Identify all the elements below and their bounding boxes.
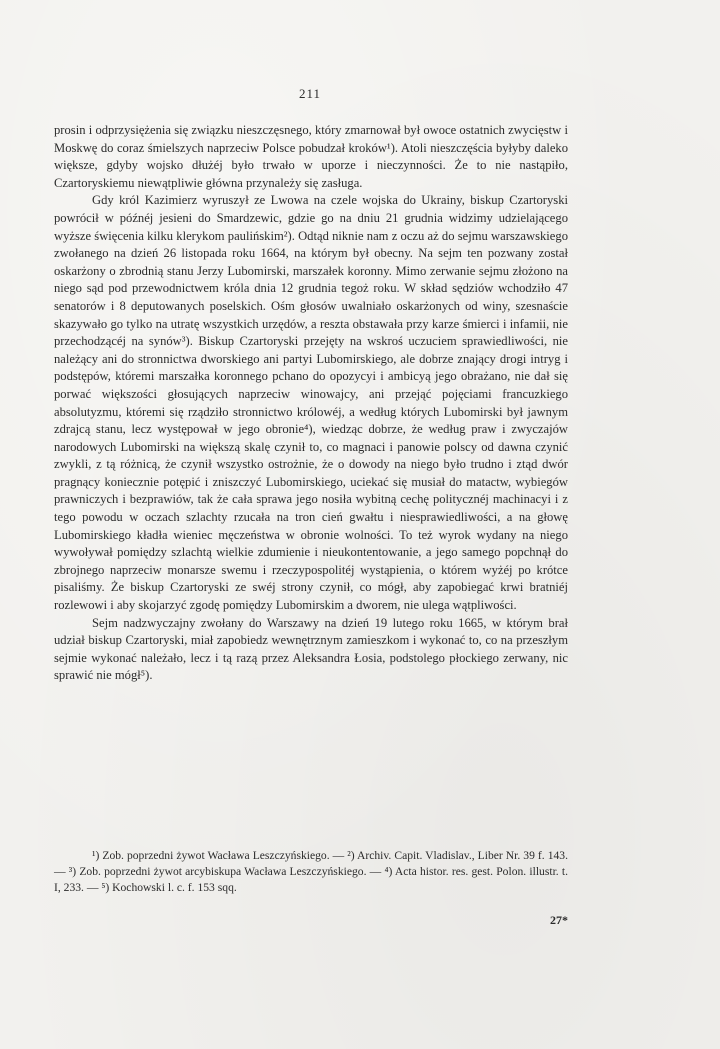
footnote-text: ¹) Zob. poprzedni żywot Wacława Leszczyńskiego. — ²) Archiv. Capit. Vladislav., Liber Nr. 39 f. 143. — ³) Zob. poprzedni żywot arcybiskupa Wacława Leszczyńskiego. — ⁴) Acta histor. res. gest. Polon. illustr. t. I, 233. — ⁵) Kochowski l. c. f. 153 sqq. bbox=[54, 849, 568, 894]
main-text bbox=[54, 122, 568, 685]
footnotes bbox=[54, 848, 568, 896]
paragraph-1: prosin i odprzysiężenia się związku nieszczęsnego, który zmarnował był owoce ostatnich zwycięstw i Moskwę do coraz śmielszych naprzeciw Polsce pobudzał kroków¹). Atoli nieszczęścia byłyby daleko większe, gdyby wojsko dłużéj było trwało w uporze i nieczynności. Że to nie nastąpiło, Czartoryskiemu niewątpliwie główna przynależy się zasługa. bbox=[54, 123, 568, 190]
page-number: 211 bbox=[298, 86, 322, 101]
paragraph-2: Gdy król Kazimierz wyruszył ze Lwowa na czele wojska do Ukrainy, biskup Czartoryski powrócił w późnéj jesieni do Smardzewic, gdzie go na dniu 21 grudnia widzimy udzielającego wyższe święcenia kilku klerykom paulińskim²). Odtąd niknie nam z oczu aż do sejmu warszawskiego zwołanego na dzień 26 listopada roku 1664, na którym był obecny. Na sejm ten pozwany został oskarżony o zbrodnią stanu Jerzy Lubomirski, marszałek koronny. Mimo zerwanie sejmu złożono na niego sąd pod przewodnictwem króla dnia 12 grudnia tegoż roku. W skład sędziów wchodziło 47 senatorów i 8 deputowanych poselskich. Ośm głosów uwalniało oskarżonych od winy, szesnaście skazywało go tylko na utratę wszystkich urzędów, a reszta obstawała przy karze śmierci i infamii, nie przechodzącéj na synów³). Biskup Czartoryski przejęty na wskroś uczuciem sprawiedliwości, nie należący ani do stronnictwa dworskiego ani partyi Lubomirskiego, ale dobrze znający drogi intryg i podstępów, któremi marszałka koronnego pchano do opozycyi i ambicyą jego obrażano, nie dał się porwać większości głosujących naprzeciw winowajcy, ani przejąć pojęciami francuzkiego absolutyzmu, któremi się rządziło stronnictwo królowéj, a według których Lubomirski był jawnym zdrajcą stanu, lecz występował w jego obronie⁴), wiedząc dobrze, że według praw i zwyczajów narodowych Lubomirski na większą skalę czynił to, co magnaci i panowie polscy od dawna czynić zwykli, z tą różnicą, że czynił wszystko ostrożnie, że o dowody na niego było trudno i ztąd dwór pragnący koniecznie potępić i zniszczyć Lubomirskiego, uciekać się musiał do matactw, wybiegów prawniczych i bezprawiów, tak że cała sprawa jego nosiła wybitną cechę politycznéj machinacyi i z tego powodu w oczach szlachty rzucała na tron cień gwałtu i niesprawiedliwości, a na głowę Lubomirskiego kładła wieniec męczeństwa w obronie wolności. To też wyrok wydany na niego wywoływał pomiędzy szlachtą wielkie zdumienie i nieukontentowanie, a jego samego popchnął do zbrojnego naprzeciw monarsze swemu i rzeczypospolitéj wystąpienia, o którem wyżéj po krótce pisaliśmy. Że biskup Czartoryski ze swéj strony czynił, co mógł, aby zapobiegać krwi bratniéj rozlewowi i aby skojarzyć zgodę pomiędzy Lubomirskim a dworem, nie ulega wątpliwości. bbox=[54, 193, 568, 613]
paragraph-3: Sejm nadzwyczajny zwołany do Warszawy na dzień 19 lutego roku 1665, w którym brał udział biskup Czartoryski, miał zapobiedz wewnętrznym zamieszkom i wykonać to, co na przeszłym sejmie wykonać należało, lecz i tą razą przez Aleksandra Łosia, podstolego płockiego zerwany, nic sprawić nie mógł⁵). bbox=[54, 615, 568, 683]
signature-mark: 27* bbox=[550, 913, 568, 927]
